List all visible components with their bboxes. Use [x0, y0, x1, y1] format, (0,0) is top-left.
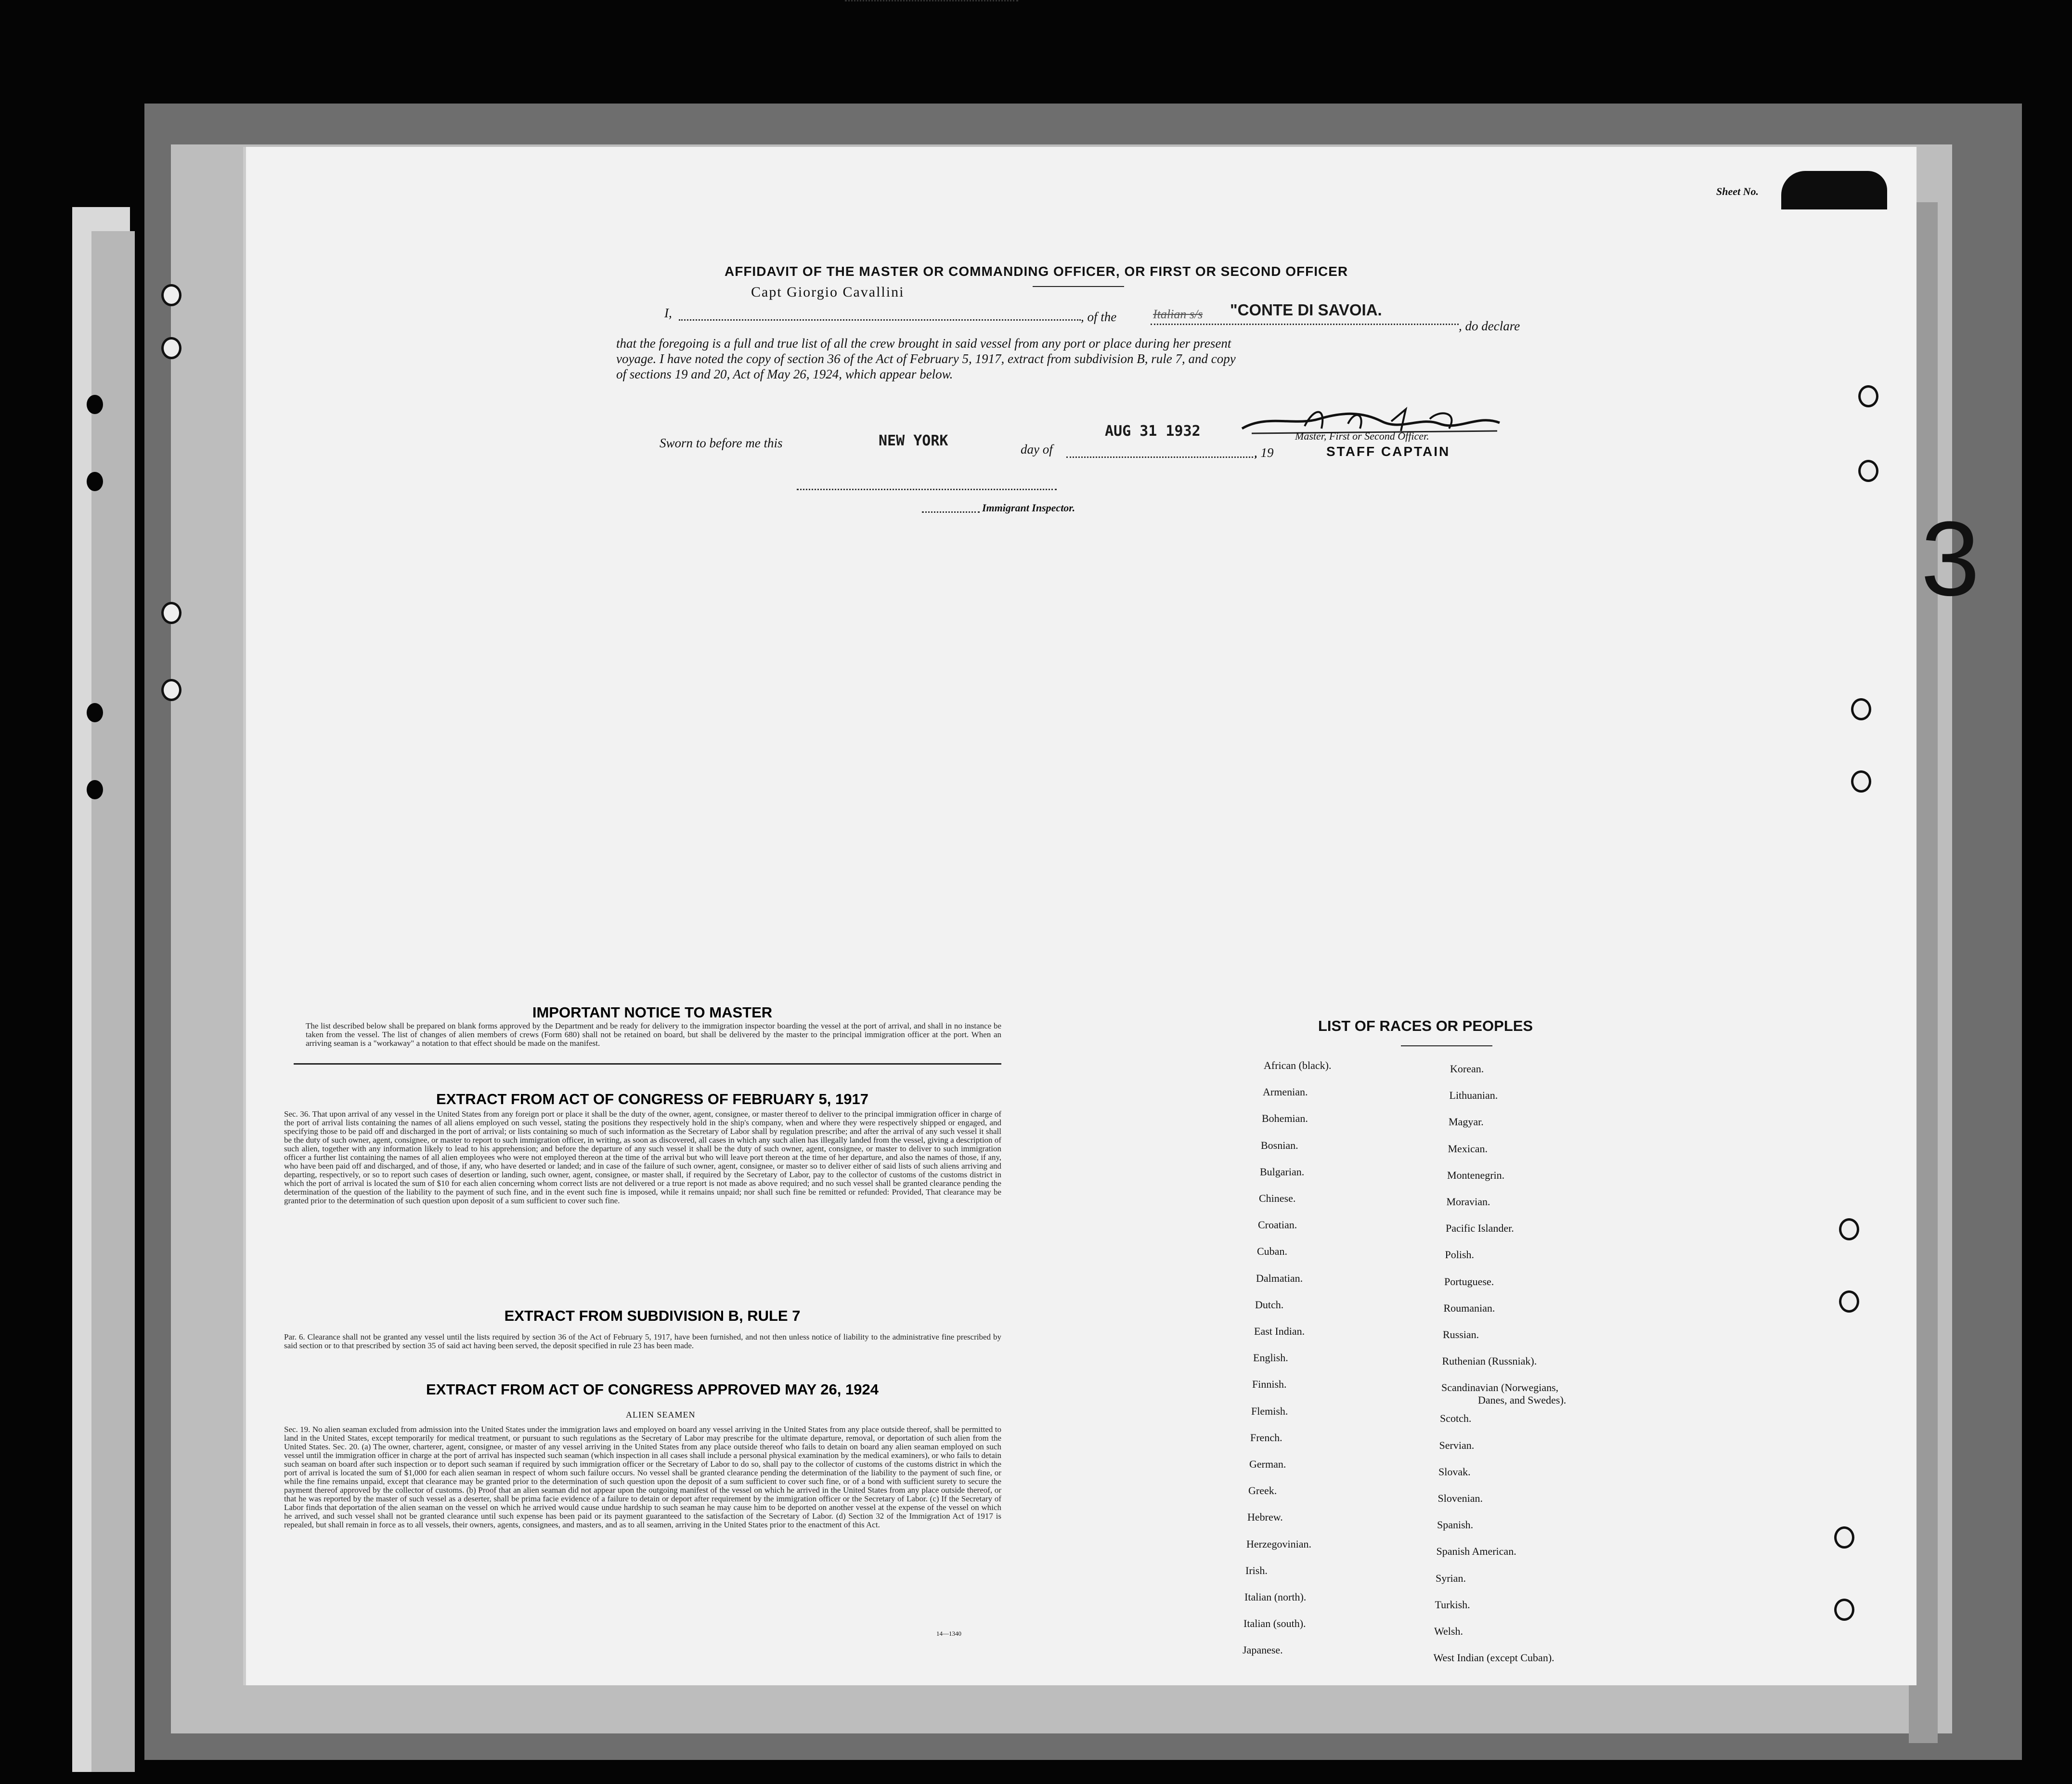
race-item: Herzegovinian. [1246, 1537, 1311, 1550]
affidavit-of-the: , of the [1081, 310, 1117, 324]
punch-hole [87, 703, 103, 722]
races-heading: LIST OF RACES OR PEOPLES [1318, 1017, 1533, 1034]
race-item: Magyar. [1449, 1116, 1484, 1128]
extract-1917-text: Sec. 36. That upon arrival of any vessel in the United States from any foreign port or place it shall be the duty of the owner, agent, consignee, or master thereof to deliver to the principal immigration officer in charge of the port of arrival lists containing the names of all aliens employed on such vessel, stating the positions they respectively hold in the ship's company, when and where they were respectively shipped or engaged, and specifying those to be paid off and discharged in the port of arrival; or lists containing so much of such information as the Secretary of Labor shall by regulation prescribe; and after the arrival of any such vessel it shall be the duty of such owner, agent, consignee, or master to report to such immigration officer, in writing, as soon as discovered, all cases in which any such alien has illegally landed from the vessel, giving a description of such alien, together with any information likely to lead to his apprehension; and before the departure of any such vessel it shall be the duty of such owner, agent, consignee, or master to deliver to such immigration officer a further list containing the names of all alien employees who were not employed thereon at the time of the arrival but who will leave port thereon at the time of her departure, and also the names of those, if any, who have been paid off and discharged, and of those, if any, who have deserted or landed; and in case of the failure of such owner, agent, consignee, or master so to deliver either of said lists of such aliens arriving and departing, respectively, or so to report such cases of desertion or landing, such owner, agent, consignee, or master shall, if required by the Secretary of Labor, pay to the collector of customs of the customs district in which the port of arrival is located the sum of $10 for each alien concerning whom correct lists are not delivered or a true report is not made as above required; and no such vessel shall be granted clearance pending the determination of the question of the liability to the payment of such fine, and in the event such fine is imposed, while it remains unpaid; nor shall such fine be remitted or refunded: Provided, That clearance may be granted prior to the determination of such question upon deposit of a sum sufficient to cover such fine. [284, 1109, 1001, 1205]
race-item: Armenian. [1263, 1086, 1308, 1098]
extract-1924-subheading: ALIEN SEAMEN [626, 1410, 696, 1419]
date-stamp: AUG 31 1932 [1105, 423, 1201, 440]
sworn-place-line [845, 0, 1018, 1]
race-item: Turkish. [1435, 1598, 1470, 1611]
race-item: Roumanian. [1443, 1302, 1495, 1314]
inspector-signature-line [797, 489, 1057, 490]
punch-hole [87, 395, 103, 414]
extract-1917-heading: EXTRACT FROM ACT OF CONGRESS OF FEBRUARY 5, 1917 [436, 1091, 868, 1107]
race-item: Polish. [1445, 1249, 1475, 1261]
name-field-line [679, 319, 1081, 321]
punch-hole [87, 472, 103, 491]
notice-text: The list described below shall be prepared on blank forms approved by the Department and be ready for delivery to the immigration inspector boarding the vessel at the port of arrival, and shall in no instance be taken from the vessel. The list of changes of alien members of crews (Form 680) shall not be retained on board, but shall be delivered by the master to the principal immigration officer at the port. When an arriving seaman is a "workaway" a notation to that effect should be made on the manifest. [306, 1021, 1001, 1048]
race-item: Cuban. [1257, 1245, 1287, 1258]
day-of-label: day of [1021, 442, 1053, 456]
race-item: Spanish. [1437, 1519, 1474, 1531]
race-item: Portuguese. [1444, 1275, 1494, 1288]
race-item: Dalmatian. [1256, 1272, 1303, 1284]
race-item: Slovak. [1438, 1465, 1471, 1478]
binder-strip-shadow [91, 231, 135, 1772]
binder-ring [1834, 1599, 1854, 1621]
binder-ring [161, 337, 181, 359]
race-item: Spanish American. [1436, 1545, 1516, 1558]
vessel-prefix: Italian s/s [1153, 307, 1203, 321]
year-prefix: , 19 [1254, 445, 1274, 460]
notice-divider [294, 1063, 1001, 1065]
race-item: German. [1249, 1458, 1286, 1470]
extract-1924-text: Sec. 19. No alien seaman excluded from admission into the United States under the immigration laws and employed on board any vessel arriving in the United States from any place outside thereof, shall be permitted to land in the United States, except temporarily for medical treatment, or pursuant to such regulations as the Secretary of Labor may prescribe for the ultimate departure, removal, or deportation of such alien from the United States. Sec. 20. (a) The owner, charterer, agent, consignee, or master of any vessel arriving in the United States from any place outside thereof who fails to detain on board any alien seaman employed on such vessel until the immigration officer in charge at the port of arrival has inspected such seaman (which inspection in all cases shall include a personal physical examination by the medical examiners), or who fails to detain such seaman on board after such inspection or to deport such seaman if required by such immigration officer or the Secretary of Labor to do so, shall pay to the collector of customs of the customs district in which the port of arrival is located the sum of $1,000 for each alien seaman in respect of whom such failure occurs. No vessel shall be granted clearance pending the determination of the liability to the payment of such fine, or while the fine remains unpaid, except that clearance may be granted prior to the determination of such question upon the deposit of a sum sufficient to cover such fine, or of a bond with sufficient surety to secure the payment thereof approved by the collector of customs. (b) Proof that an alien seaman did not appear upon the outgoing manifest of the vessel on which he arrived in the United States from any place outside thereof, or that he was reported by the master of such vessel as a deserter, shall be prima facie evidence of a failure to detain or deport after requirement by the immigration officer or the Secretary of Labor. (c) If the Secretary of Labor finds that deportation of the alien seaman on the vessel on which he arrived would cause undue hardship to such seaman he may cause him to be deported on another vessel at the expense of the vessel on which he arrived, and such vessel shall not be granted clearance until such expense has been paid or its payment guaranteed to the satisfaction of the Secretary of Labor. (d) Section 32 of the Immigration Act of 1917 is repealed, but shall remain in force as to all vessels, their owners, agents, consignees, and masters, and as to all seamen, arriving in the United States prior to the enactment of this Act. [284, 1425, 1001, 1529]
officer-title: STAFF CAPTAIN [1326, 444, 1450, 459]
affidavit-declare: , do declare [1459, 319, 1520, 333]
race-item: Montenegrin. [1447, 1169, 1505, 1181]
inspector-label: Immigrant Inspector. [982, 502, 1075, 514]
binder-ring [161, 602, 181, 624]
officer-name: Capt Giorgio Cavallini [751, 284, 905, 300]
margin-number-mark: 3 [1921, 499, 1980, 618]
sworn-label: Sworn to before me this [660, 436, 783, 450]
binder-ring [161, 284, 181, 306]
race-item: Greek. [1248, 1484, 1277, 1497]
race-item: Bosnian. [1261, 1139, 1298, 1151]
extract-rule7-text: Par. 6. Clearance shall not be granted any vessel until the lists required by section 36 of the Act of February 5, 1917, have been furnished, and not then unless notice of liability to the administrative fine prescribed by said section or to that prescribed by section 35 of said act having been served, the deposit specified in rule 23 has been made. [284, 1332, 1001, 1350]
binder-ring [161, 679, 181, 701]
vessel-field-line [1151, 324, 1459, 325]
race-item: Bulgarian. [1260, 1165, 1305, 1178]
race-item: Mexican. [1448, 1142, 1488, 1155]
affidavit-i: I, [664, 306, 672, 320]
inspector-lead-line [922, 511, 980, 513]
race-item: Danes, and Swedes). [1478, 1394, 1567, 1406]
race-item: Russian. [1443, 1328, 1479, 1341]
race-item: Moravian. [1446, 1196, 1490, 1208]
race-item: Bohemian. [1262, 1112, 1308, 1125]
binder-ring [1839, 1218, 1859, 1240]
race-item: Croatian. [1258, 1219, 1297, 1231]
signature-caption: Master, First or Second Officer. [1295, 430, 1429, 442]
affidavit-title: AFFIDAVIT OF THE MASTER OR COMMANDING OFFICER, OR FIRST OR SECOND OFFICER [725, 264, 1348, 279]
races-rule [1401, 1045, 1492, 1046]
race-item: Scandinavian (Norwegians, [1441, 1381, 1559, 1394]
race-item: French. [1250, 1431, 1282, 1444]
vessel-name: "CONTE DI SAVOIA. [1230, 301, 1382, 319]
race-item: Hebrew. [1247, 1511, 1283, 1524]
race-item: English. [1253, 1352, 1288, 1364]
race-item: Korean. [1450, 1063, 1484, 1075]
affidavit-line-3: voyage. I have noted the copy of section 36 of the Act of February 5, 1917, extract from subdivision B, rule 7, and copy [616, 352, 1236, 366]
binder-ring [1858, 460, 1878, 482]
binder-ring [1839, 1290, 1859, 1313]
sheet-number-blot [1781, 171, 1887, 209]
race-item: Japanese. [1243, 1644, 1283, 1656]
race-item: Welsh. [1434, 1625, 1463, 1637]
affidavit-line-2: that the foregoing is a full and true list of all the crew brought in said vessel from any port or place during her present [616, 336, 1231, 351]
race-item: African (black). [1264, 1059, 1332, 1071]
race-item: West Indian (except Cuban). [1433, 1652, 1554, 1664]
race-item: Dutch. [1255, 1298, 1284, 1311]
date-field-line [1066, 456, 1256, 458]
race-item: Pacific Islander. [1446, 1222, 1514, 1235]
binder-ring [1834, 1526, 1854, 1549]
race-item: Flemish. [1251, 1405, 1288, 1417]
race-item: Italian (south). [1243, 1617, 1306, 1630]
race-item: Irish. [1245, 1564, 1268, 1576]
race-item: East Indian. [1254, 1325, 1305, 1337]
sworn-place-stamp: NEW YORK [879, 432, 948, 449]
race-item: Chinese. [1259, 1192, 1296, 1204]
race-item: Finnish. [1252, 1378, 1287, 1391]
form-number: 14—1340 [936, 1630, 961, 1637]
race-item: Slovenian. [1437, 1492, 1483, 1504]
binder-ring [1858, 385, 1878, 407]
race-item: Servian. [1439, 1439, 1475, 1451]
race-item: Syrian. [1436, 1572, 1466, 1584]
binder-ring [1851, 698, 1871, 720]
race-item: Ruthenian (Russniak). [1442, 1355, 1537, 1367]
race-item: Lithuanian. [1449, 1089, 1498, 1102]
notice-heading: IMPORTANT NOTICE TO MASTER [532, 1004, 773, 1021]
extract-rule7-heading: EXTRACT FROM SUBDIVISION B, RULE 7 [504, 1307, 801, 1324]
punch-hole [87, 780, 103, 799]
sheet-number-label: Sheet No. [1716, 185, 1759, 197]
race-item: Italian (north). [1244, 1591, 1307, 1603]
title-rule [1033, 286, 1124, 287]
race-item: Scotch. [1440, 1412, 1472, 1425]
affidavit-line-4: of sections 19 and 20, Act of May 26, 1924, which appear below. [616, 367, 953, 381]
extract-1924-heading: EXTRACT FROM ACT OF CONGRESS APPROVED MAY 26, 1924 [426, 1381, 879, 1398]
binder-ring [1851, 770, 1871, 793]
